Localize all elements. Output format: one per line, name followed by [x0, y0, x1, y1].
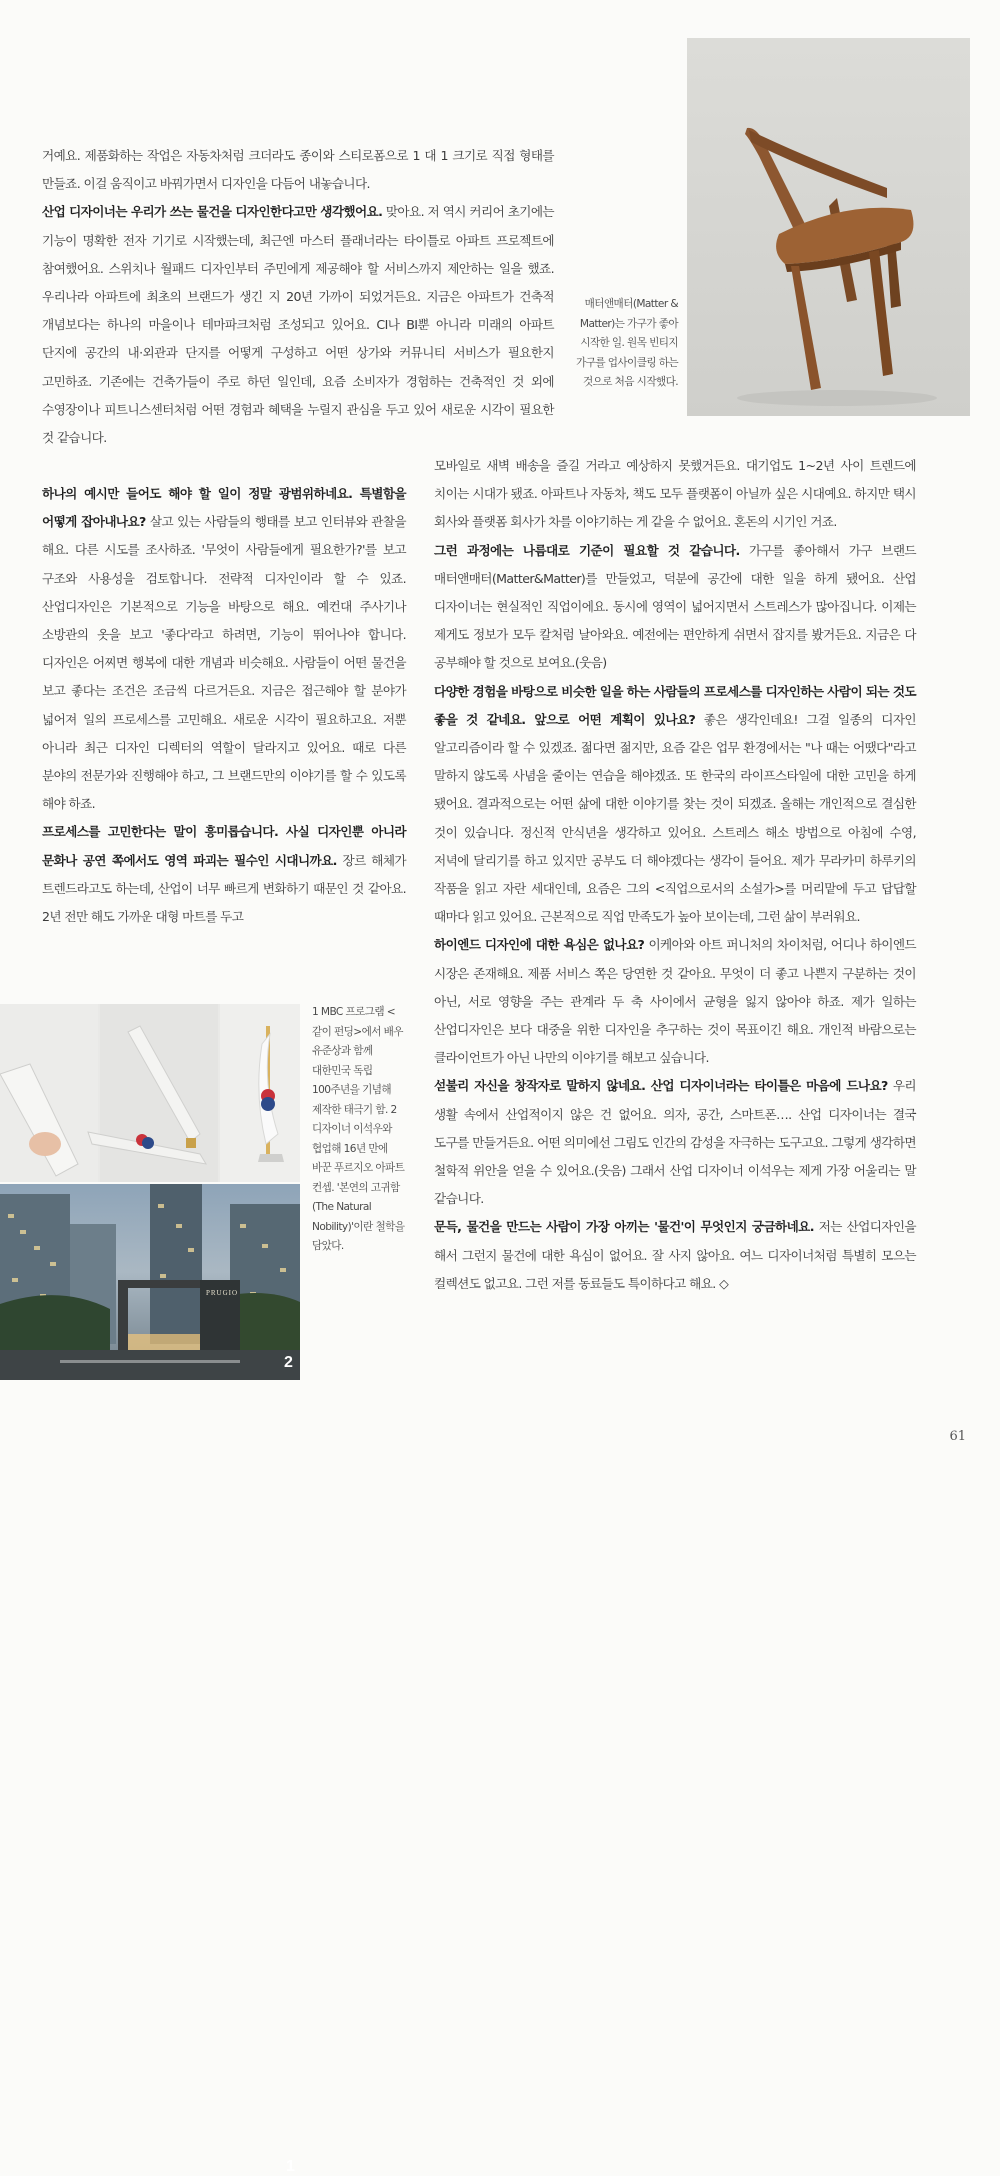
apartment-photo: [0, 1184, 300, 1380]
question: 산업 디자이너는 우리가 쓰는 물건을 디자인한다고만 생각했어요.: [42, 204, 383, 220]
paragraph: 프로세스를 고민한다는 말이 흥미롭습니다. 사실 디자인뿐 아니라 문화나 공연 쪽에서도 영역 파괴는 필수인 시대니까요. 장르 해체가 트렌드라고도 하는데, 산업이 너무 빠르게 변화하기 때문인 것 같아요. 2년 전만 해도 가까운 대형 마트를 두고: [42, 824, 406, 925]
paragraph: 문득, 물건을 만드는 사람이 가장 아끼는 '물건'이 무엇인지 궁금하네요. 저는 산업디자인을 해서 그런지 물건에 대한 욕심이 없어요. 잘 사지 않아요. 여느 디자이너처럼 특별히 모으는 컬렉션도 없고요. 그런 저를 동료들도 특이하다고 해요. ◇: [434, 1219, 916, 1291]
question: 문득, 물건을 만드는 사람이 가장 아끼는 '물건'이 무엇인지 궁금하네요.: [434, 1219, 814, 1235]
photo-number-1: 1: [286, 2158, 295, 2175]
photo-number-2: 2: [284, 1354, 293, 1371]
right-column: [434, 452, 916, 1298]
paragraph: 하이엔드 디자인에 대한 욕심은 없나요? 이케아와 아트 퍼니처의 차이처럼, 어디나 하이엔드 시장은 존재해요. 제품 서비스 쪽은 당연한 것 같아요. 무엇이 더 좋고 나쁜지 구분하는 것이 아닌, 서로 영향을 주는 관계라 두 축 사이에서 균형을 잃지 않아야 하죠. 제가 일하는 산업디자인은 보다 대중을 위한 디자인을 추구하는 것이 목표이긴 해요. 개인적 바람으로는 클라이언트가 아닌 나만의 이야기를 해보고 싶습니다.: [434, 937, 916, 1066]
question: 그런 과정에는 나름대로 기준이 필요할 것 같습니다.: [434, 542, 740, 558]
flag-box-illustration: [0, 1004, 300, 1182]
paragraph: 그런 과정에는 나름대로 기준이 필요할 것 같습니다. 가구를 좋아해서 가구 브랜드 매터앤매터(Matter&Matter)를 만들었고, 덕분에 공간에 대한 일을 하게 됐어요. 산업 디자이너는 현실적인 직업이에요. 동시에 영역이 넓어지면서 스트레스가 많아집니다. 이제는 제게도 정보가 모두 칼처럼 날아와요. 예전에는 편안하게 쉬면서 잡지를 봤거든요. 지금은 다 공부해야 할 것으로 보여요.(웃음): [434, 542, 916, 671]
left-column-narrow: [42, 480, 406, 931]
left-column-top: [42, 142, 554, 452]
page-number: 61: [949, 1429, 966, 1444]
paragraph: 거예요. 제품화하는 작업은 자동차처럼 크더라도 종이와 스티로폼으로 1 대 1 크기로 직접 형태를 만들죠. 이걸 움직이고 바꿔가면서 디자인을 다듬어 내놓습니다.: [42, 148, 554, 192]
chair-illustration: [687, 38, 970, 416]
paragraph: 산업 디자이너는 우리가 쓰는 물건을 디자인한다고만 생각했어요. 맞아요. 저 역시 커리어 초기에는 기능이 명확한 전자 기기로 시작했는데, 최근엔 마스터 플래너라는 타이틀로 아파트 프로젝트에 참여했어요. 스위치나 월패드 디자인부터 주민에게 제공해야 할 서비스까지 제안하는 일을 했죠. 우리나라 아파트에 최초의 브랜드가 생긴 지 20년 가까이 되었거든요. 지금은 아파트가 건축적 개념보다는 하나의 마을이나 테마파크처럼 조성되고 있어요. CI나 BI뿐 아니라 미래의 아파트 단지에 공간의 내·외관과 단지를 어떻게 구성하고 어떤 상가와 커뮤니티 서비스가 필요한지 고민하죠. 기존에는 건축가들이 주로 하던 일인데, 요즘 소비자가 경험하는 건축적인 것 외에 수영장이나 피트니스센터처럼 어떤 경험과 혜택을 누릴지 관심을 두고 있어 새로운 시각이 필요한 것 같습니다.: [42, 204, 554, 446]
prugio-sign: PRUGIO: [206, 1289, 239, 1297]
paragraph: 섣불리 자신을 창작자로 말하지 않네요. 산업 디자이너라는 타이틀은 마음에 드나요? 우리 생활 속에서 산업적이지 않은 건 없어요. 의자, 공간, 스마트폰…. 산업 디자이너는 결국 도구를 만들거든요. 어떤 의미에선 그림도 인간의 감성을 자극하는 도구고요. 그렇게 생각하면 철학적 위안을 얻을 수 있어요.(웃음) 그래서 산업 디자이너 이석우는 제게 가장 어울리는 말 같습니다.: [434, 1078, 916, 1207]
question: 다양한 경험을 바탕으로 비슷한 일을 하는 사람들의 프로세스를 디자인하는 사람이 되는 것도 좋을 것 같네요. 앞으로 어떤 계획이 있나요?: [434, 683, 916, 727]
question: 하나의 예시만 들어도 해야 할 일이 정말 광범위하네요. 특별함을 어떻게 잡아내나요?: [42, 486, 406, 530]
question: 프로세스를 고민한다는 말이 흥미롭습니다. 사실 디자인뿐 아니라 문화나 공연 쪽에서도 영역 파괴는 필수인 시대니까요.: [42, 824, 406, 868]
paragraph: 모바일로 새벽 배송을 즐길 거라고 예상하지 못했거든요. 대기업도 1~2년 사이 트렌드에 치이는 시대가 됐죠. 아파트나 자동차, 책도 모두 플랫폼이 아닐까 싶은 시대예요. 하지만 택시 회사와 플랫폼 회사가 차를 이야기하는 게 같을 수 없어요. 혼돈의 시기인 거죠.: [434, 458, 916, 530]
chair-photo: [687, 38, 970, 416]
paragraph: 하나의 예시만 들어도 해야 할 일이 정말 광범위하네요. 특별함을 어떻게 잡아내나요? 살고 있는 사람들의 행태를 보고 인터뷰와 관찰을 해요. 다른 시도를 조사하죠. '무엇이 사람들에게 필요한가?'를 보고 구조와 사용성을 검토합니다. 전략적 디자인이라 할 수 있죠. 산업디자인은 기본적으로 기능을 바탕으로 해요. 예컨대 주사기나 소방관의 옷을 보고 '좋다'라고 하려면, 기능이 뛰어나야 합니다. 디자인은 어찌면 행복에 대한 개념과 비슷해요. 사람들이 어떤 물건을 보고 좋다는 조건은 조금씩 다르거든요. 지금은 접근해야 할 분야가 넓어져 일의 프로세스를 고민해요. 새로운 시각이 필요하고요. 저뿐 아니라 최근 디자인 디렉터의 역할이 달라지고 있어요. 때로 다른 분야의 전문가와 진행해야 하고, 그 브랜드만의 이야기를 할 수 있도록 해야 하죠.: [42, 486, 406, 812]
question: 하이엔드 디자인에 대한 욕심은 없나요?: [434, 937, 645, 953]
photos-caption: 1 MBC 프로그램 <같이 펀딩>에서 배우 유준상과 함께 대한민국 독립 100주년을 기념해 제작한 태극기 함. 2 디자이너 이석우와 협업해 16년 만에 바꾼 푸르지오 아파트 컨셉. '본연의 고귀함(The Natural Nobility)'이란 철학을 담았다.: [312, 1006, 405, 1252]
paragraph: 다양한 경험을 바탕으로 비슷한 일을 하는 사람들의 프로세스를 디자인하는 사람이 되는 것도 좋을 것 같네요. 앞으로 어떤 계획이 있나요? 좋은 생각인데요! 그걸 일종의 디자인 알고리즘이라 할 수 있겠죠. 젊다면 젊지만, 요즘 같은 업무 환경에서는 "나 때는 어땠다"라고 말하지 않도록 사념을 줄이는 연습을 해야겠죠. 또 한국의 라이프스타일에 대한 고민을 하게 됐어요. 결과적으로는 어떤 삶에 대한 이야기를 찾는 것이 되겠죠. 올해는 개인적으로 결심한 것이 있습니다. 정신적 안식년을 생각하고 있어요. 스트레스 해소 방법으로 아침에 수영, 저녁에 달리기를 하고 있지만 공부도 더 해야겠다는 생각이 들어요. 제가 무라카미 하루키의 작품을 읽고 자란 세대인데, 요즘은 그의 <직업으로서의 소설가>를 머리맡에 두고 답답할 때마다 읽고 있어요. 근본적으로 직업 만족도가 높아 보이는데, 그런 삶이 부러워요.: [434, 683, 916, 925]
question: 섣불리 자신을 창작자로 말하지 않네요. 산업 디자이너라는 타이틀은 마음에 드나요?: [434, 1078, 888, 1094]
chair-caption: 매터앤매터(Matter & Matter)는 가구가 좋아 시작한 일. 원목 빈티지 가구를 업사이클링 하는 것으로 처음 시작했다.: [576, 298, 678, 388]
apartment-illustration: [0, 1184, 300, 1380]
